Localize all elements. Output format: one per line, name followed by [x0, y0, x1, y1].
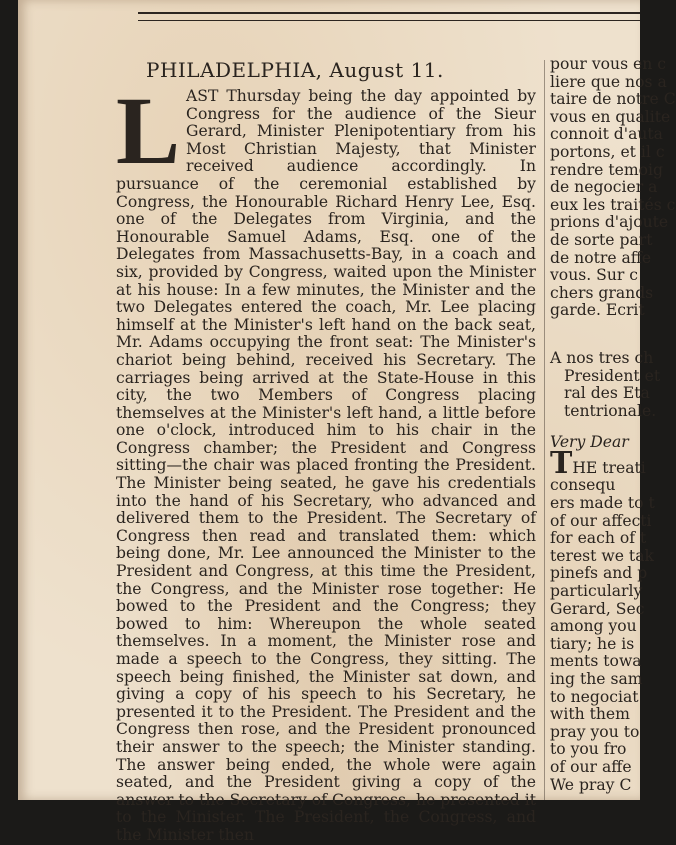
right-drop-cap: T [550, 445, 573, 481]
right-column-line: de notre affe [550, 248, 652, 267]
right-column-line: prions d'ajoute [550, 213, 669, 232]
right-column-line: ments towa [550, 652, 642, 671]
right-column-line: taire de notre C [550, 90, 676, 109]
right-column-line: A nos tres ch [550, 348, 654, 367]
salutation: Very Dear [550, 433, 629, 452]
right-column-line: of our affe [550, 757, 632, 776]
article-body [116, 77, 536, 845]
right-column-line: We pray C [550, 775, 632, 794]
right-column-line: pour vous en c [550, 55, 666, 73]
right-column-line: portons, et il c [550, 142, 665, 161]
right-column-line: particularly [550, 582, 643, 601]
right-column-line: connoit d'auta [550, 125, 663, 144]
right-column-line: rendre temoig [550, 160, 663, 179]
right-block-1 [550, 55, 676, 320]
right-block-2 [550, 350, 670, 420]
right-block-3 [550, 477, 670, 794]
right-column-line: to you fro [550, 740, 627, 759]
right-column-line: with them [550, 705, 630, 724]
right-column-line: ing the sam [550, 670, 643, 688]
right-column-line: ers made to t [550, 494, 655, 513]
right-column-line: Gerard, Sec [550, 599, 645, 618]
right-column-line: pinefs and p [550, 564, 648, 583]
right-column-line: terest we tak [550, 546, 654, 565]
right-column-line: consequ [550, 476, 616, 495]
right-column-line: President et [564, 366, 661, 385]
right-column-line: among you [550, 617, 637, 636]
article-text: AST Thursday being the day appointed by Congress for the audience of the Sieur Gerard, Minister Plenipotentiary from his Most Christian Majesty, that Minister received audience accordingly. In pursuance of the ceremonial established by Congress, the Honourable Richard Henry Lee, Esq. one of the Delegates from Virginia, and the Honourable Samuel Adams, Esq. one of the Delegates from Massachusetts-Bay, in a coach and six, provided by Congress, waited upon the Minister at his house: In a few minutes, the Minister and the two Delegates entered the coach, Mr. Lee placing himself at the Minister's left hand on the back seat, Mr. Adams occupying the front seat: The Minister's chariot being behind, received his Secretary. The carriages being arrived at the State-House in this city, the two Members of Congress placing themselves at the Minister's left hand, a little before one o'clock, introduced him to his chair in the Congress chamber; the President and Congress sitting—the chair was placed fronting the President. The Minister being seated, he gave his credentials into the hand of his Secretary, who advanced and delivered them to the President. The Secretary of Congress then read and translated them: which being done, Mr. Lee announced the Minister to the President and Congress, at this time the President, the Congress, and the Minister rose together: He bowed to the President and the Congress; they bowed to him: Whereupon the whole seated themselves. In a moment, the Minister rose and made a speech to the Congress, they sitting. The speech being finished, the Minister sat down, and giving a copy of his speech to his Secretary, he presented it to the President. The President and the Congress then rose, and the President pronounced their answer to the speech; the Minister standing. The answer being ended, the whole were again seated, and the President giving a copy of the answer to the Secretary of Congress, he presented it to the Minister. The President, the Congress, and the Minister then [116, 87, 536, 844]
right-column [550, 55, 676, 794]
right-column-line: to negociat [550, 687, 639, 706]
newspaper-page [18, 0, 676, 844]
right-column-line: of our affecti [550, 511, 652, 530]
right-column-line: chers grands [550, 283, 654, 302]
right-column-line: tiary; he is [550, 634, 635, 653]
right-column-line: liere que nos a [550, 72, 667, 91]
right-column-line: vous. Sur c [550, 266, 639, 285]
article-heading: PHILADELPHIA, August 11. [146, 58, 444, 82]
right-column-line: tentrionale. [564, 401, 657, 420]
header-rule [138, 12, 640, 21]
right-column-line: ral des Eta [564, 384, 650, 403]
column-divider [544, 60, 545, 800]
right-column-line: pray you to [550, 722, 640, 741]
right-column-line: for each of t [550, 529, 647, 548]
right-block-3-first: THE treati [550, 445, 646, 481]
right-column-line: garde. Ecrit [550, 301, 645, 320]
drop-cap: L [116, 77, 181, 184]
right-column-line: de sorte part [550, 230, 653, 249]
right-column-line: de negocier a [550, 178, 658, 197]
right-column-line: vous en qualite [550, 107, 671, 126]
main-column [116, 58, 536, 845]
right-column-line: eux les traités c [550, 195, 676, 214]
